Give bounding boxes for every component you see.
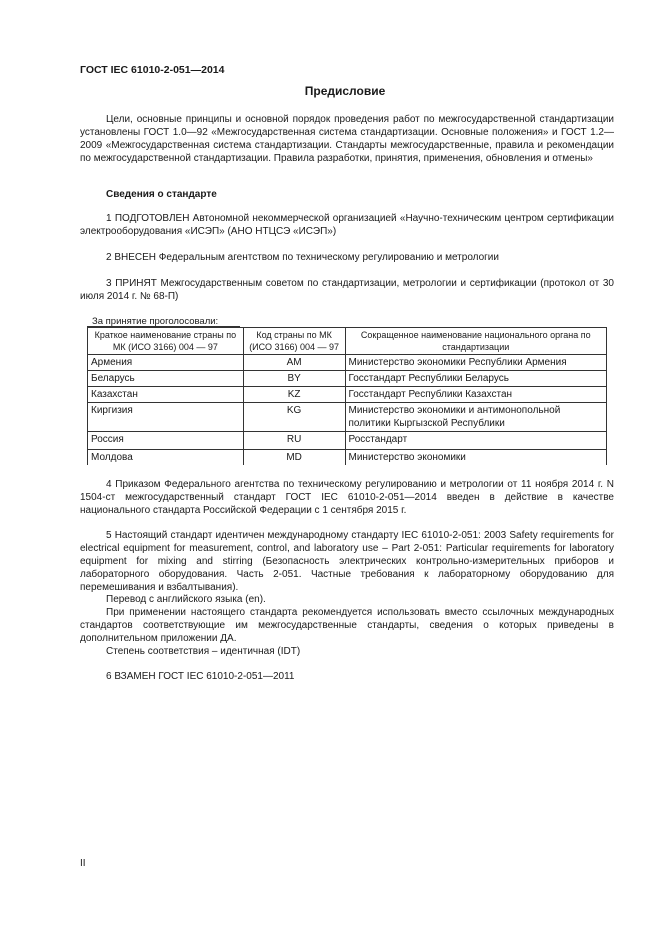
- body-cell: Министерство экономики и антимонопольной политики Кыргызской Республики: [345, 403, 607, 432]
- body-cell: Министерство экономики Республики Армения: [345, 355, 607, 371]
- item-2-paragraph: 2 ВНЕСЕН Федеральным агентством по техническому регулированию и метрологии: [106, 252, 499, 263]
- info-heading: Сведения о стандарте: [106, 189, 217, 200]
- country-cell: Молдова: [88, 450, 244, 466]
- page-title: Предисловие: [304, 84, 386, 98]
- item-1-paragraph: 1 ПОДГОТОВЛЕН Автономной некоммерческой организацией «Научно-техническим центром сертификации электрооборудования «ИСЭП» (АНО НТЦСЭ «ИСЭП»): [80, 213, 614, 237]
- table-row: [88, 432, 607, 450]
- translation-paragraph: Перевод с английского языка (en).: [106, 594, 266, 605]
- table-row: [88, 387, 607, 403]
- item-6-paragraph: 6 ВЗАМЕН ГОСТ IEC 61010-2-051—2011: [106, 671, 295, 682]
- item-4-paragraph: 4 Приказом Федерального агентства по техническому регулированию и метрологии от 11 ноября 2014 г. N 1504-ст межгосударственный стандарт ГОСТ IEC 61010-2-051—2014 введен в действие в качестве национального стандарта Российской Федерации с 1 сентября 2015 г.: [80, 479, 614, 516]
- voting-table: [87, 327, 607, 465]
- body-cell: Госстандарт Республики Беларусь: [345, 371, 607, 387]
- body-cell: Госстандарт Республики Казахстан: [345, 387, 607, 403]
- country-cell: Казахстан: [88, 387, 244, 403]
- code-cell: AM: [243, 355, 345, 371]
- document-header: ГОСТ IEC 61010-2-051—2014: [80, 64, 225, 76]
- code-cell: BY: [243, 371, 345, 387]
- country-cell: Армения: [88, 355, 244, 371]
- table-row: [88, 371, 607, 387]
- country-cell: Киргизия: [88, 403, 244, 432]
- table-row: [88, 450, 607, 466]
- header-code: Код страны по МК (ИСО 3166) 004 — 97: [243, 328, 345, 355]
- header-country: Краткое наименование страны по МК (ИСО 3166) 004 — 97: [88, 328, 244, 355]
- header-body: Сокращенное наименование национального органа по стандартизации: [345, 328, 607, 355]
- body-cell: Министерство экономики: [345, 450, 607, 466]
- code-cell: RU: [243, 432, 345, 450]
- country-cell: Россия: [88, 432, 244, 450]
- conformity-paragraph: Степень соответствия – идентичная (IDT): [106, 646, 301, 657]
- table-row: [88, 355, 607, 371]
- code-cell: KG: [243, 403, 345, 432]
- table-row: [88, 403, 607, 432]
- country-cell: Беларусь: [88, 371, 244, 387]
- page-number: II: [80, 858, 86, 869]
- code-cell: MD: [243, 450, 345, 466]
- application-paragraph: При применении настоящего стандарта рекомендуется использовать вместо ссылочных международных стандартов соответствующие им межгосударственные стандарты, сведения о которых приведены в дополнительном приложении ДА.: [80, 607, 614, 644]
- item-3-paragraph: 3 ПРИНЯТ Межгосударственным советом по стандартизации, метрологии и сертификации (протокол от 30 июля 2014 г. № 68-П): [80, 278, 614, 302]
- body-cell: Росстандарт: [345, 432, 607, 450]
- table-caption: За принятие проголосовали:: [92, 316, 219, 327]
- code-cell: KZ: [243, 387, 345, 403]
- intro-paragraph: Цели, основные принципы и основной порядок проведения работ по межгосударственной стандартизации установлены ГОСТ 1.0—92 «Межгосударственная система стандартизации. Основные положения» и ГОСТ 1.2—2009 «Межгосударственная система стандартизации. Стандарты межгосударственные, правила и рекомендации по межгосударственной стандартизации. Правила разработки, принятия, применения, обновления и отмены»: [80, 114, 614, 164]
- item-5-paragraph: 5 Настоящий стандарт идентичен международному стандарту IEC 61010-2-051: 2003 Safety requirements for electrical equipment for measurement, control, and laboratory use – Part 2-051: Particular requirements for laboratory equipment for mixing and stirring (Безопасность электрических контрольно-измерительных приборов и лабораторного оборудования. Часть 2-051. Частные требования к лабораторному оборудованию для перемешивания и взбалтывания).: [80, 530, 614, 593]
- table-header-row: [88, 328, 607, 355]
